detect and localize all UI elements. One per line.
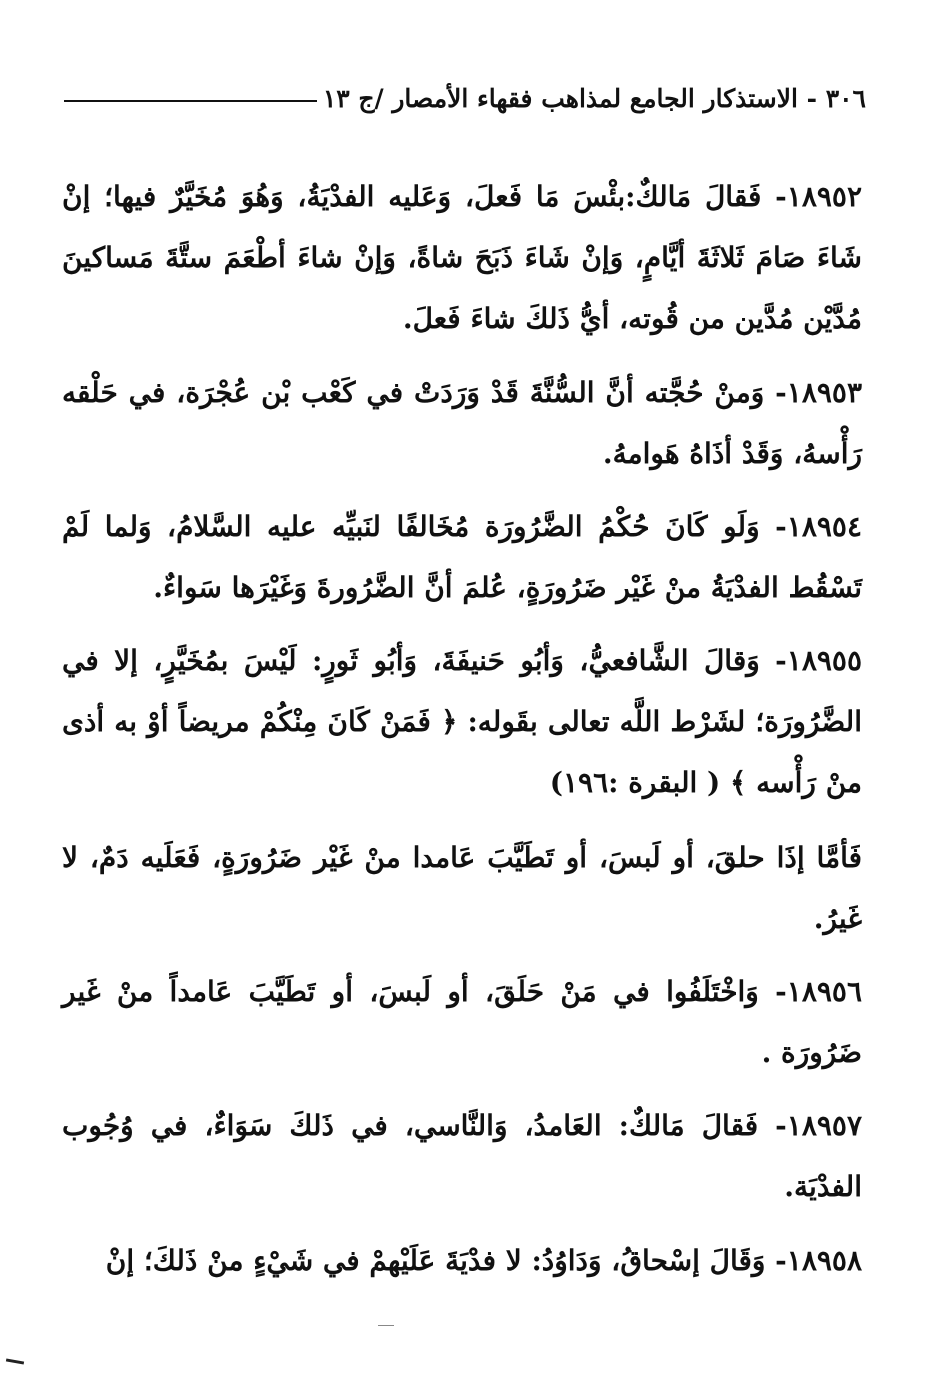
- paragraph-18957: [62, 1095, 862, 1217]
- paragraph-text: وَمنْ حُجَّته أنَّ السُّنَّةَ قَدْ وَرَدَتْ في كَعْب بْن عُجْرَة، في حَلْقه رَأْسهُ، وَقَدْ أذَاهُ هَوامهُ.: [62, 376, 862, 470]
- paragraph-text: وَقالَ الشَّافعيُّ، وَأبُو حَنيفَةَ، وَأبُو ثَورٍ: لَيْسَ بمُخَيَّرٍ، إلا في الضَّرُورَة؛ لشَرْط اللَّه تعالى بقَوله: ﴿ فَمَنْ كَانَ مِنْكُمْ مريضاً أوْ به أذى منْ رَأْسه ﴾ ( البقرة :١٩٦): [62, 644, 862, 799]
- paragraph-text: وَقَالَ إسْحاقُ، وَدَاوُدُ: لا فدْيَةَ عَلَيْهمْ في شَيْءٍ منْ ذَلكَ؛ إنْ: [105, 1244, 776, 1277]
- paragraph-number: ١٨٩٥٨-: [775, 1244, 862, 1277]
- paragraph-number: ١٨٩٥٤-: [775, 510, 862, 543]
- header-rule: [64, 100, 317, 102]
- running-header: [64, 78, 866, 118]
- paragraph-18956: [62, 961, 862, 1083]
- paragraph-number: ١٨٩٥٢-: [775, 180, 862, 213]
- paragraph-text: فَقالَ مَالكٌ:بئْسَ مَا فَعلَ، وَعَليه الفدْيَةُ، وَهُوَ مُخَيَّرٌ فيها؛ إنْ شَاءَ صَامَ ثَلاثَةَ أيَّامٍ، وَإنْ شَاءَ ذَبَحَ شاةً، وَإنْ شاءَ أطْعَمَ ستَّةَ مَساكينَ مُدَّيْن مُدَّين من قُوته، أيُّ ذَلكَ شاءَ فَعلَ.: [62, 180, 862, 335]
- scan-mark: [378, 1325, 394, 1326]
- paragraph-number: ١٨٩٥٦-: [775, 975, 862, 1008]
- paragraph-18958: [62, 1230, 862, 1291]
- scan-mark: [6, 1358, 24, 1364]
- paragraph-18953: [62, 362, 862, 484]
- paragraph-18954: [62, 496, 862, 618]
- paragraph-number: ١٨٩٥٧-: [775, 1109, 862, 1142]
- paragraph-text: وَاخْتَلَفُوا في مَنْ حَلَقَ، أو لَبسَ، أو تَطَيَّبَ عَامداً منْ غَير ضَرُورَة .: [62, 975, 862, 1069]
- paragraph-number: ١٨٩٥٥-: [775, 644, 862, 677]
- paragraph-number: ١٨٩٥٣-: [775, 376, 862, 409]
- paragraph-text: فَأمَّا إذَا حلقَ، أو لَبسَ، أو تَطَيَّبَ عَامدا منْ غَيْر ضَرُورَةٍ، فَعَلَيه دَمٌ، لا غَيرُ.: [62, 841, 862, 935]
- paragraph-18955: [62, 630, 862, 813]
- paragraph-text: فَقالَ مَالكٌ: العَامدُ، وَالنَّاسي، في ذَلكَ سَوَاءٌ، في وُجُوب الفدْيَة.: [62, 1109, 862, 1203]
- running-title: ٣٠٦ - الاستذكار الجامع لمذاهب فقهاء الأمصار /ج ١٣: [322, 83, 866, 113]
- paragraph-text: وَلَو كَانَ حُكْمُ الضَّرُورَة مُخَالفًا لنَبيِّه عليه السَّلامُ، وَلما لَمْ تَسْقُط الفدْيَةُ منْ غَيْر ضَرُورَةٍ، عُلمَ أنَّ الضَّرُورةَ وَغَيْرَها سَواءٌ.: [62, 510, 862, 604]
- paragraph-18952: [62, 166, 862, 349]
- paragraph-unnumbered: [62, 827, 862, 949]
